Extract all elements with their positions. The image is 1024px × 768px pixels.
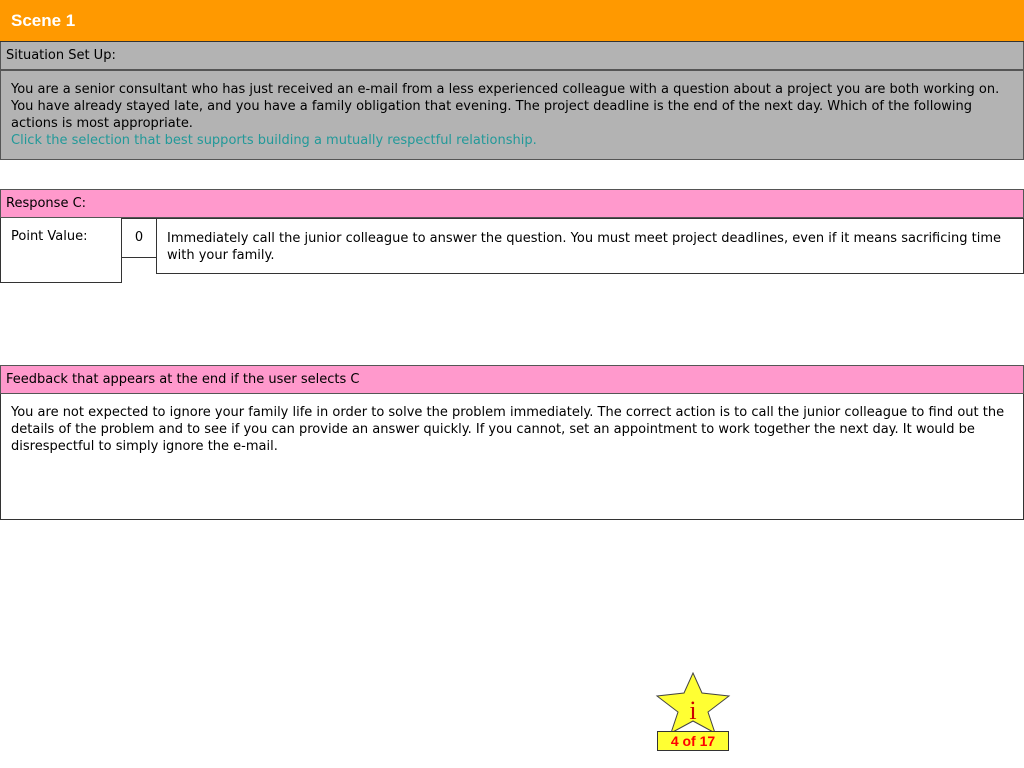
response-text: Immediately call the junior colleague to answer the question. You must meet project deadlines, even if it means sacrificing time with your family.	[156, 218, 1024, 274]
response-label: Response C:	[0, 189, 1024, 218]
point-value-label: Point Value:	[0, 218, 122, 283]
scene-title: Scene 1	[0, 0, 1024, 42]
situation-body	[0, 70, 1024, 160]
feedback-text: You are not expected to ignore your family life in order to solve the problem immediately. The correct action is to call the junior colleague to find out the details of the problem and to see if you can provide an answer quickly. If you cannot, set an appointment to work together the next day. It would be disrespectful to simply ignore the e-mail.	[0, 394, 1024, 520]
star-info-icon[interactable]	[654, 672, 732, 734]
star-shape	[654, 672, 732, 734]
info-glyph: i	[689, 696, 697, 725]
situation-text: You are a senior consultant who has just received an e-mail from a less experienced colleague with a question about a project you are both working on. You have already stayed late, and you have a family obligation that evening. The project deadline is the end of the next day. Which of the following actions is most appropriate.	[11, 82, 1000, 131]
situation-label: Situation Set Up:	[0, 42, 1024, 70]
page-counter: 4 of 17	[657, 731, 729, 751]
feedback-label: Feedback that appears at the end if the user selects C	[0, 365, 1024, 394]
point-value: 0	[121, 218, 157, 258]
situation-instruction: Click the selection that best supports building a mutually respectful relationship.	[11, 133, 537, 148]
